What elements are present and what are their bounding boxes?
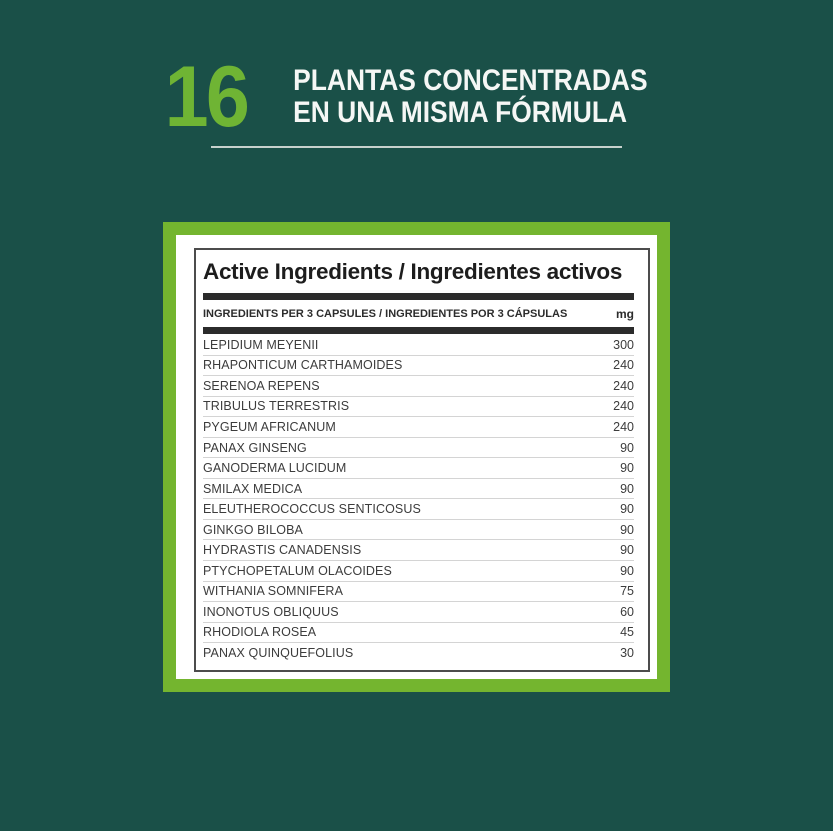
panel-white-area [176,235,657,679]
page-title [293,65,647,129]
table-row [203,623,634,644]
ingredient-amount: 240 [613,358,634,373]
ingredient-amount: 90 [620,502,634,517]
ingredient-name: PTYCHOPETALUM OLACOIDES [203,563,392,578]
table-row [203,335,634,356]
header-divider [211,146,622,148]
table-row [203,561,634,582]
ingredient-name: ELEUTHEROCOCCUS SENTICOSUS [203,502,421,517]
ingredient-amount: 30 [620,646,634,661]
table-row [203,438,634,459]
table-row [203,479,634,500]
page-header [0,49,833,148]
ingredient-name: TRIBULUS TERRESTRIS [203,399,350,414]
ingredient-amount: 45 [620,625,634,640]
ingredient-name: SMILAX MEDICA [203,481,303,496]
ingredient-amount: 90 [620,481,634,496]
ingredient-amount: 60 [620,604,634,619]
ingredient-amount: 75 [620,584,634,599]
table-row [203,417,634,438]
divider-bar-top [203,293,634,300]
table-title: Active Ingredients / Ingredientes activos [203,259,623,284]
ingredient-name: PANAX GINSENG [203,440,307,455]
page-title-line1: PLANTAS CONCENTRADAS [293,64,648,98]
plant-count: 16 [164,49,248,145]
ingredient-name: GINKGO BILOBA [203,522,303,537]
ingredient-name: GANODERMA LUCIDUM [203,461,347,476]
table-row [203,397,634,418]
ingredient-name: LEPIDIUM MEYENII [203,337,319,352]
ingredient-name: RHAPONTICUM CARTHAMOIDES [203,358,403,373]
table-row [203,602,634,623]
table-row [203,458,634,479]
ingredient-amount: 90 [620,461,634,476]
ingredient-amount: 300 [613,337,634,352]
table-row [203,520,634,541]
ingredient-name: PYGEUM AFRICANUM [203,419,336,434]
table-row [203,356,634,377]
table-row [203,582,634,603]
ingredient-amount: 90 [620,543,634,558]
ingredient-name: PANAX QUINQUEFOLIUS [203,646,354,661]
ingredient-name: INONOTUS OBLIQUUS [203,604,339,619]
ingredient-amount: 90 [620,440,634,455]
table-row [203,643,634,664]
column-header-ingredient: INGREDIENTS PER 3 CAPSULES / INGREDIENTES POR 3 CÁPSULAS [203,307,568,320]
ingredient-name: SERENOA REPENS [203,378,320,393]
table-row [203,540,634,561]
ingredient-name: WITHANIA SOMNIFERA [203,584,344,599]
column-header-mg: mg [616,306,634,321]
ingredient-amount: 90 [620,563,634,578]
ingredient-name: RHODIOLA ROSEA [203,625,317,640]
ingredient-amount: 90 [620,522,634,537]
ingredient-amount: 240 [613,378,634,393]
table-column-header [203,300,634,327]
ingredient-amount: 240 [613,399,634,414]
header-row [161,49,671,145]
page-title-line2: EN UNA MISMA FÓRMULA [293,96,627,130]
ingredient-rows [203,335,634,664]
table-row [203,499,634,520]
ingredients-table-box [194,248,650,672]
ingredient-name: HYDRASTIS CANADENSIS [203,543,362,558]
table-row [203,376,634,397]
ingredient-amount: 240 [613,419,634,434]
ingredients-panel [163,222,670,692]
divider-bar-bottom [203,327,634,334]
